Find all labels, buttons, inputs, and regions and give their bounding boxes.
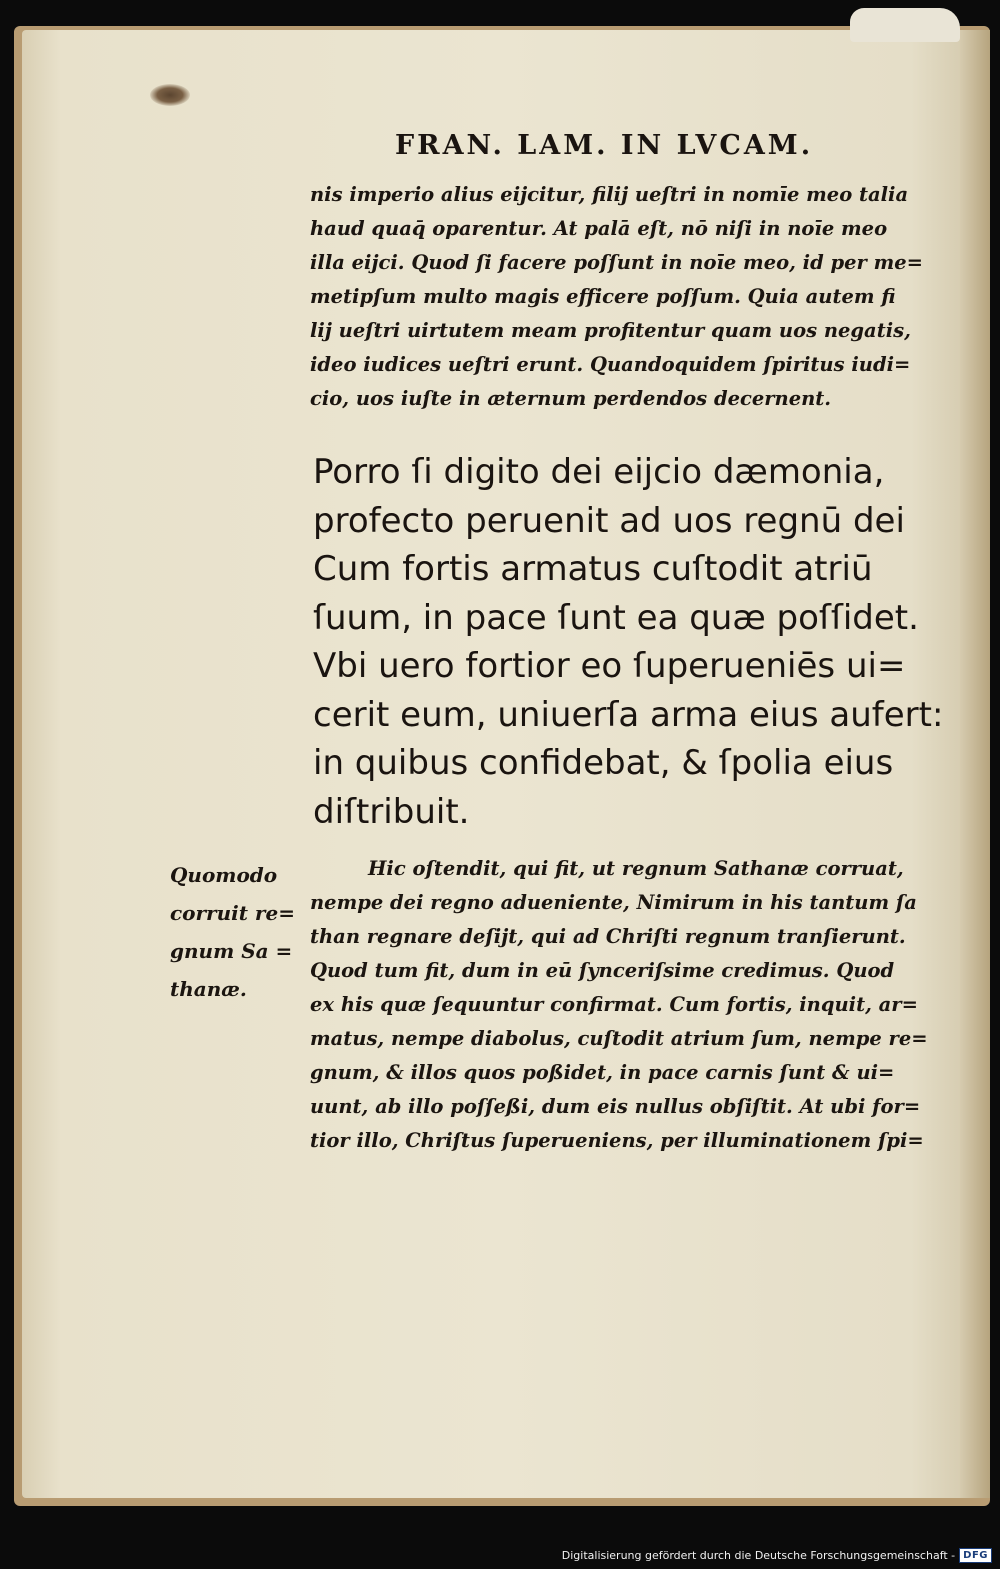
footer-text: Digitalisierung gefördert durch die Deutsche Forschungsgemeinschaft -: [561, 1549, 956, 1562]
text-line: lij ueſtri uirtutem meam profitentur quam uos negatis,: [310, 319, 911, 342]
digitization-footer: [562, 1548, 992, 1563]
dfg-logo: DFG: [959, 1548, 992, 1563]
text-line: ideo iudices ueſtri erunt. Quandoquidem ſpiritus iudi=: [310, 353, 911, 376]
marginal-line: thanæ.: [170, 977, 247, 1001]
marginal-note: [170, 856, 310, 1008]
text-line: haud quaq̄ oparentur. At palā eſt, nō niſi in noīe meo: [310, 217, 888, 240]
text-line: gnum, & illos quos poßidet, in pace carnis ſunt & ui=: [310, 1061, 895, 1084]
commentary-top: [310, 178, 950, 416]
scripture-line: diſtribuit.: [313, 791, 470, 832]
scripture-line: ſuum, in pace ſunt ea quæ poſſidet.: [313, 597, 919, 638]
running-header: FRAN. LAM. IN LVCAM.: [395, 130, 814, 161]
marginal-line: corruit re=: [170, 901, 295, 925]
marginal-line: gnum Sa =: [170, 939, 293, 963]
scripture-line: in quibus confidebat, & ſpolia eius: [313, 743, 894, 783]
page-tear: [850, 8, 960, 42]
scripture-line: profecto peruenit ad uos regnū dei: [313, 500, 905, 541]
text-line: cio, uos iuſte in æternum perdendos decernent.: [310, 387, 832, 410]
text-line: nis imperio alius eijcitur, filij ueſtri in nomīe meo talia: [310, 183, 909, 206]
commentary-bottom: [310, 852, 950, 1158]
text-line: metipſum multo magis efficere poſſum. Quia autem fi: [310, 285, 896, 308]
text-line: nempe dei regno adueniente, Nimirum in his tantum ſa: [310, 891, 917, 914]
text-line: tior illo, Chriſtus ſuperueniens, per illuminationem ſpi=: [310, 1129, 924, 1152]
text-line: ex his quæ ſequuntur confirmat. Cum fortis, inquit, ar=: [310, 993, 918, 1016]
text-line: than regnare deſijt, qui ad Chriſti regnum tranſierunt.: [310, 925, 906, 948]
marginal-line: Quomodo: [170, 863, 278, 887]
text-line: Hic oſtendit, qui fit, ut regnum Sathanæ corruat,: [368, 857, 904, 880]
scripture-line: Vbi uero fortior eo ſuperueniēs ui=: [313, 646, 906, 686]
scripture-line: Porro ſi digito dei eijcio dæmonia,: [313, 452, 885, 492]
text-line: matus, nempe diabolus, cuſtodit atrium ſum, nempe re=: [310, 1027, 928, 1050]
page-fold: [960, 30, 990, 1498]
text-line: illa eijci. Quod ſi facere poſſunt in noīe meo, id per me=: [310, 251, 923, 274]
text-line: Quod tum fit, dum in eū ſynceriſsime credimus. Quod: [310, 959, 895, 982]
scripture-passage: [313, 448, 953, 836]
text-line: uunt, ab illo poſſeßi, dum eis nullus obſiſtit. At ubi for=: [310, 1095, 921, 1118]
scripture-line: cerit eum, uniuerſa arma eius aufert:: [313, 694, 944, 735]
ink-stain: [150, 84, 190, 106]
scripture-line: Cum fortis armatus cuſtodit atriū: [313, 549, 873, 589]
